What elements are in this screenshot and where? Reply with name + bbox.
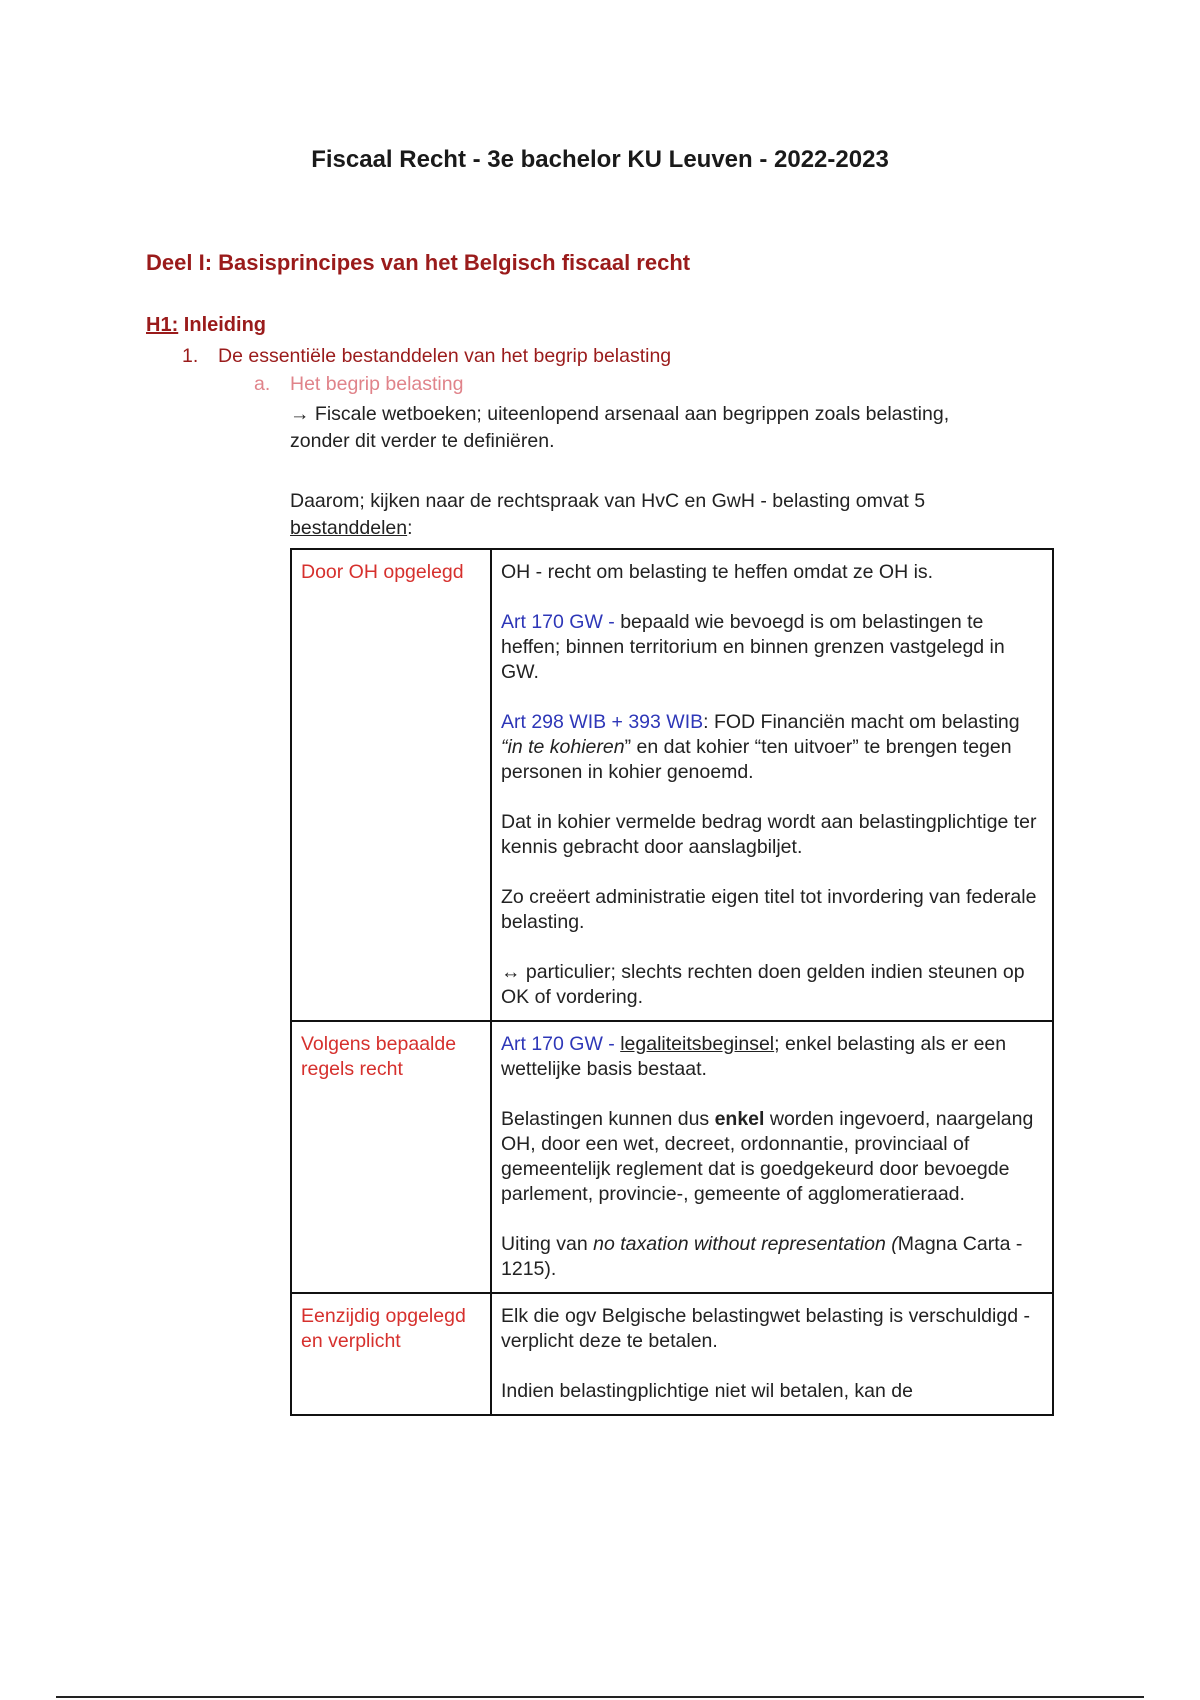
legal-reference: Art 298 WIB + 393 WIB <box>501 711 704 733</box>
content-paragraph <box>501 710 1042 785</box>
row-label: Eenzijdig opgelegd en verplicht <box>291 1293 491 1415</box>
chapter-title: Inleiding <box>178 314 267 336</box>
intro-line-2: zonder dit verder te definiëren. <box>290 430 555 452</box>
section-1-heading <box>182 345 671 368</box>
chapter-heading <box>146 314 266 337</box>
content-paragraph <box>501 1032 1042 1082</box>
document-title: Fiscaal Recht - 3e bachelor KU Leuven - 2022-2023 <box>311 146 889 173</box>
row-label: Volgens bepaalde regels recht <box>291 1021 491 1293</box>
part-heading: Deel I: Basisprincipes van het Belgisch fiscaal recht <box>146 250 691 275</box>
subsection-a-marker: a. <box>254 373 271 395</box>
content-paragraph: ↔ particulier; slechts rechten doen gelden indien steunen op OK of vordering. <box>501 961 1025 1008</box>
content-paragraph: Indien belastingplichtige niet wil betalen, kan de <box>501 1380 913 1402</box>
content-bold: enkel <box>714 1108 765 1130</box>
tax-elements-table <box>290 548 1054 1416</box>
content-text: Belastingen kunnen dus <box>501 1108 715 1130</box>
content-paragraph <box>501 1107 1042 1207</box>
daarom-underlined: bestanddelen <box>290 517 408 539</box>
daarom-text: Daarom; kijken naar de rechtspraak van HvC en GwH - belasting omvat 5 <box>290 490 926 512</box>
content-paragraph: OH - recht om belasting te heffen omdat ze OH is. <box>501 561 934 583</box>
intro-line-1: → Fiscale wetboeken; uiteenlopend arsenaal aan begrippen zoals belasting, <box>290 403 950 425</box>
table-row <box>291 1021 1053 1293</box>
legal-reference: Art 170 GW - <box>501 1033 615 1055</box>
content-underlined: legaliteitsbeginsel <box>620 1033 775 1055</box>
daarom-colon: : <box>407 517 413 539</box>
row-content <box>491 549 1053 1021</box>
content-text: ” en dat kohier “ten uitvoer” te brengen tegen personen in kohier genoemd. <box>501 736 1012 783</box>
content-italic: no taxation without representation ( <box>593 1233 898 1255</box>
content-paragraph <box>501 1232 1042 1282</box>
daarom-paragraph <box>290 488 1060 542</box>
content-paragraph: Elk die ogv Belgische belastingwet belasting is verschuldigd - verplicht deze te betalen. <box>501 1305 1030 1352</box>
content-text: bepaald wie bevoegd is om belastingen te heffen; binnen territorium en binnen grenzen vastgelegd in GW. <box>501 611 1005 683</box>
section-1-title: De essentiële bestanddelen van het begrip belasting <box>218 345 672 367</box>
content-text: worden ingevoerd, naargelang OH, door een wet, decreet, ordonnantie, provinciaal of gemeentelijk reglement dat is goedgekeurd door bevoegde parlement, provincie-, gemeente of agglomeratieraad. <box>501 1108 1034 1205</box>
table-row <box>291 549 1053 1021</box>
legal-reference: Art 170 GW - <box>501 611 615 633</box>
chapter-number: H1: <box>146 314 179 336</box>
content-italic: “in te kohieren <box>501 736 625 758</box>
intro-paragraph <box>290 401 1060 455</box>
section-1-marker: 1. <box>182 345 199 367</box>
row-label: Door OH opgelegd <box>291 549 491 1021</box>
content-text: Uiting van <box>501 1233 594 1255</box>
page-bottom-divider <box>56 1696 1144 1698</box>
content-text: ; enkel belasting als er een wettelijke basis bestaat. <box>501 1033 1007 1080</box>
subsection-a-title: Het begrip belasting <box>290 373 464 395</box>
subsection-a-heading <box>254 373 463 396</box>
content-paragraph <box>501 610 1042 685</box>
content-text: Magna Carta - 1215). <box>501 1233 1023 1280</box>
content-paragraph: Zo creëert administratie eigen titel tot invordering van federale belasting. <box>501 886 1037 933</box>
table-row <box>291 1293 1053 1415</box>
content-paragraph: Dat in kohier vermelde bedrag wordt aan belastingplichtige ter kennis gebracht door aanslagbiljet. <box>501 811 1037 858</box>
content-text: : FOD Financiën macht om belasting <box>703 711 1020 733</box>
row-content <box>491 1293 1053 1415</box>
row-content <box>491 1021 1053 1293</box>
